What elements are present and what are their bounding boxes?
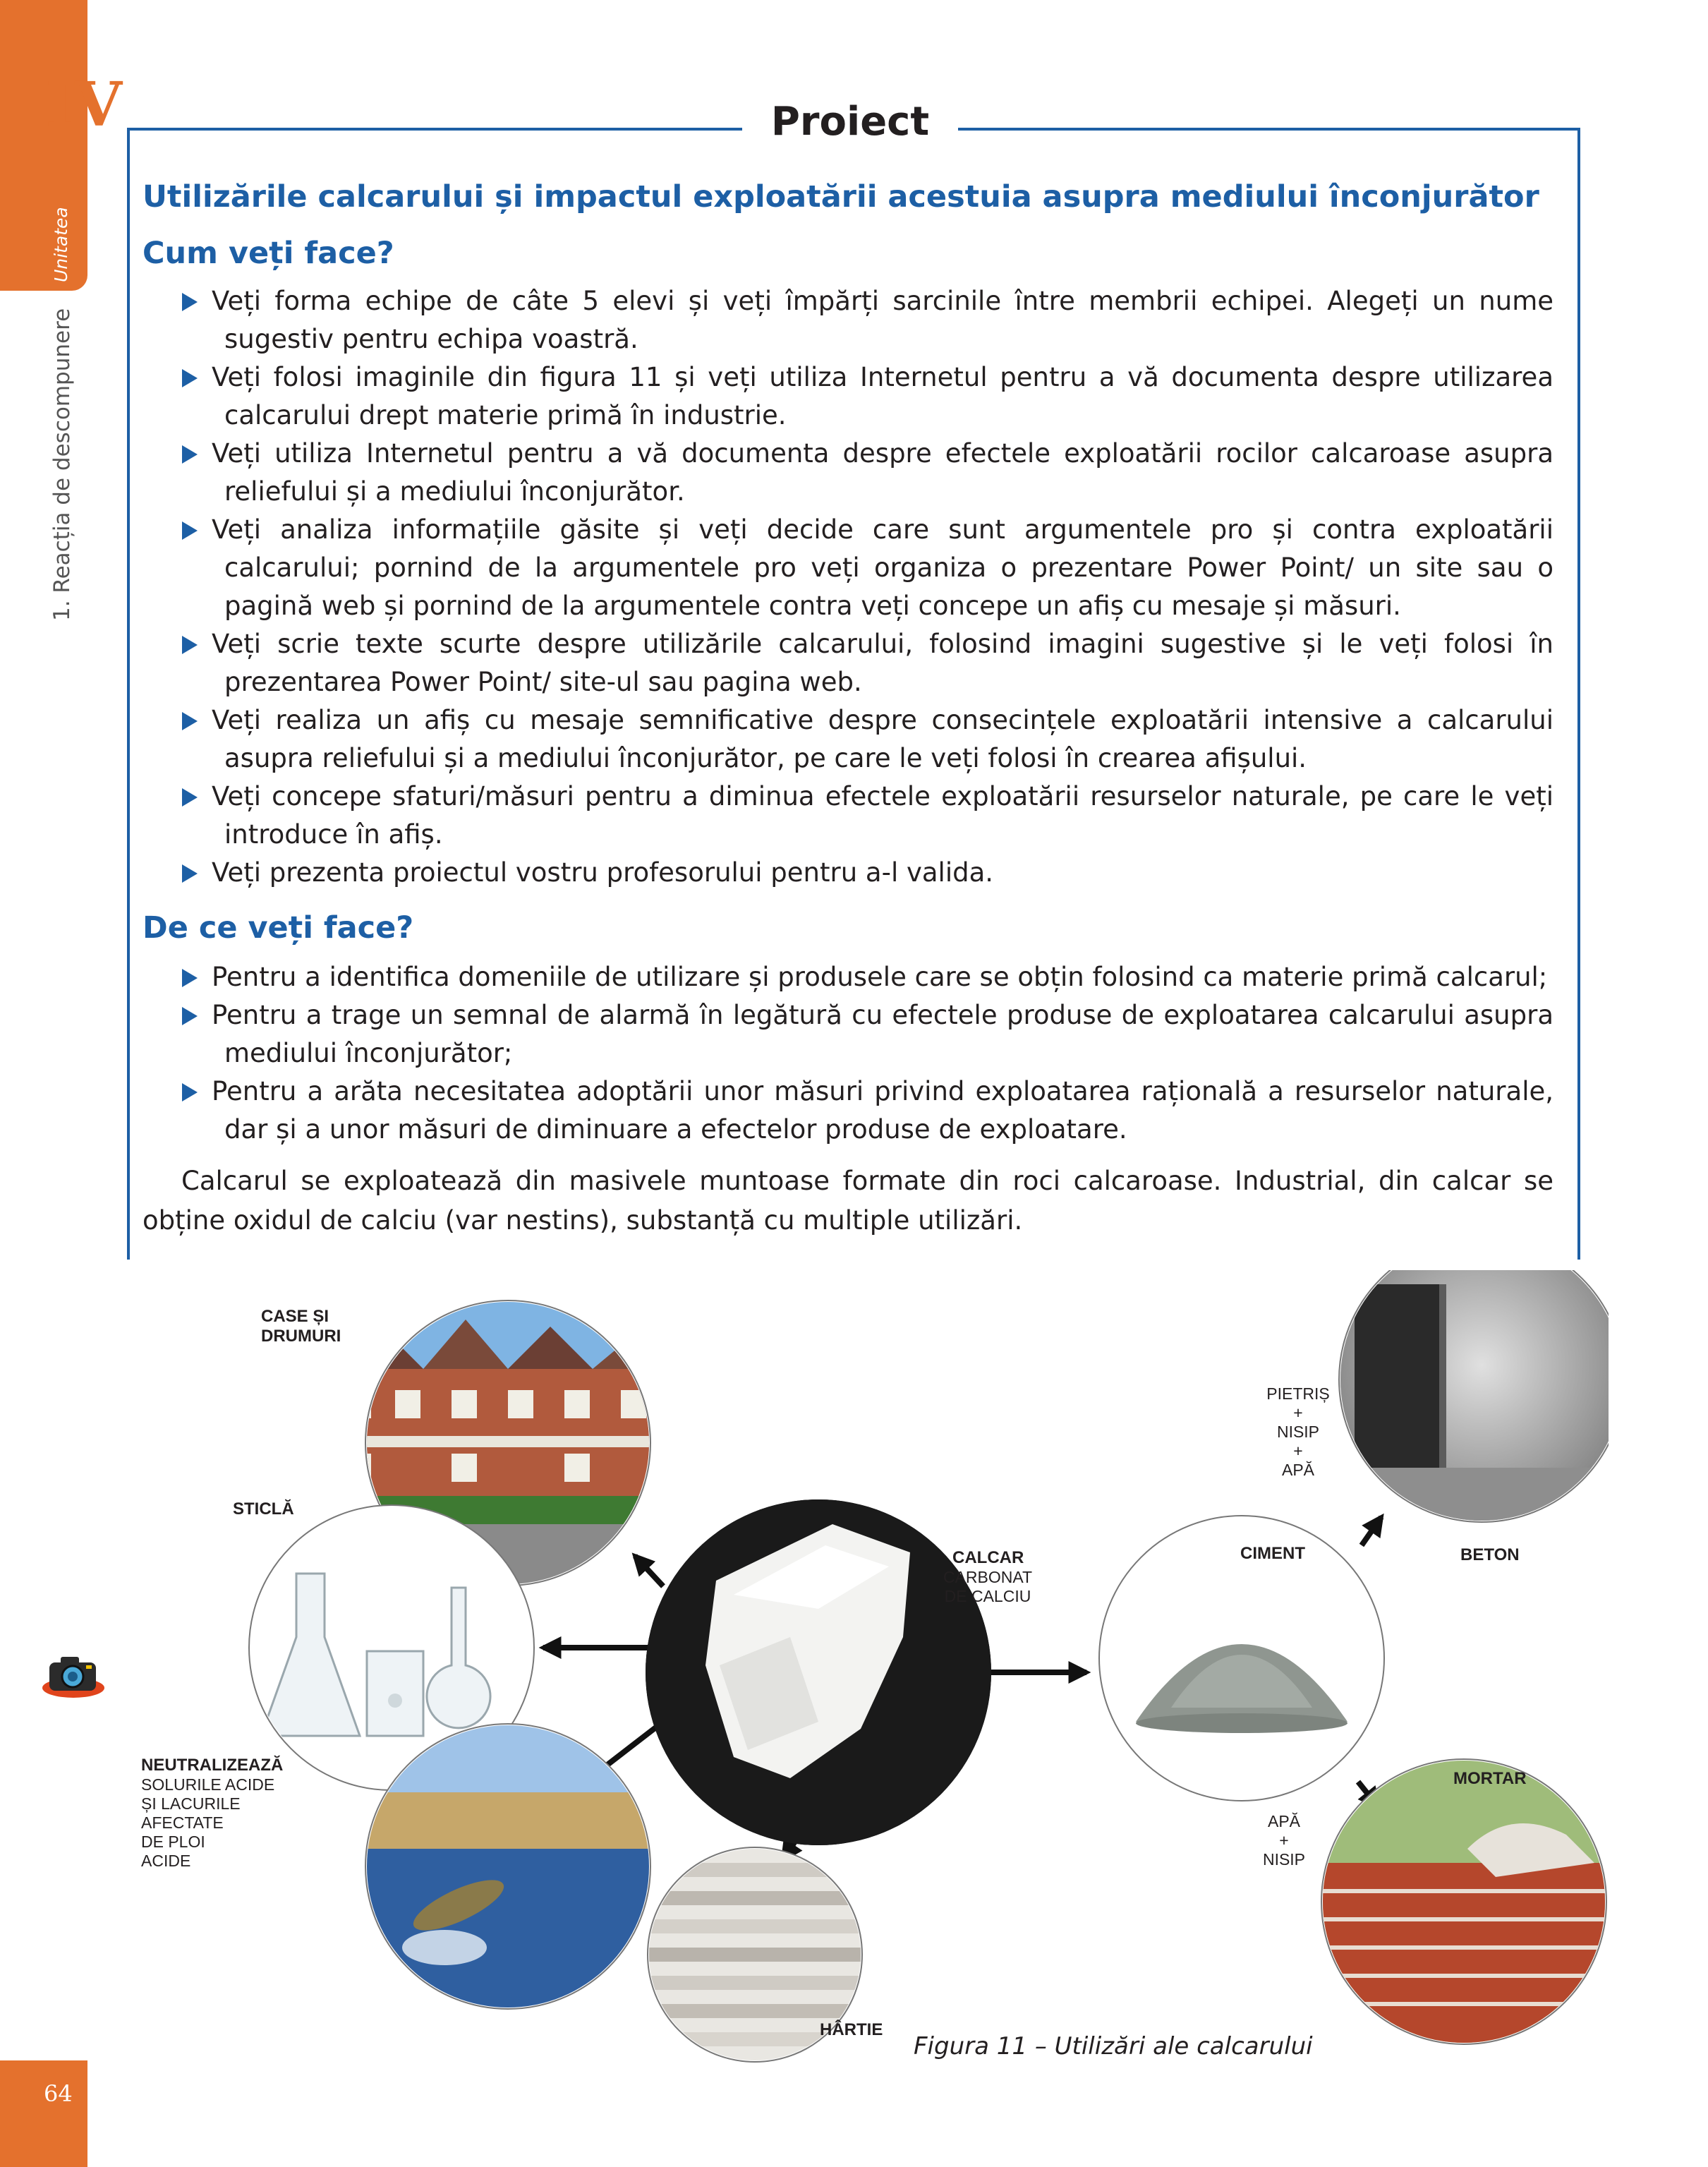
label-sticla: STICLĂ [233, 1499, 294, 1519]
bullet-arrow-icon [182, 788, 198, 807]
figure-illustration [113, 1270, 1609, 2068]
bullet-arrow-icon [182, 969, 198, 987]
section-heading-why: De ce veți face? [143, 910, 414, 946]
bullet-arrow-icon [182, 712, 198, 730]
arrow [635, 1556, 663, 1586]
unit-number: IV [45, 69, 123, 140]
section-heading-how: Cum veți face? [143, 236, 394, 271]
list-item: Veți analiza informațiile găsite și veți decide care sunt argumentele pro și contra exploatării calcarului; pornind de la argumentele pro veți organiza o prezentare Power Point/ un site sau o pagină web și pornind de la argumentele contra veți concepe un afiș cu mesaje și măsuri. [182, 511, 1553, 625]
sidebar [0, 0, 123, 2167]
label-mortar: MORTAR [1453, 1769, 1527, 1788]
list-item: Veți folosi imaginile din figura 11 și veți utiliza Internetul pentru a vă documenta despre utilizarea calcarului drept materie primă în industrie. [182, 358, 1553, 435]
label-neutralizeaza-desc: SOLURILE ACIDE ȘI LACURILE AFECTATE DE PLOI ACIDE [141, 1775, 275, 1870]
bullet-arrow-icon [182, 1007, 198, 1025]
bullet-arrow-icon [182, 864, 198, 883]
list-item: Pentru a arăta necesitatea adoptării unor măsuri privind exploatarea rațională a resurselor naturale, dar și a unor măsuri de diminuare a efectelor produse de exploatare. [182, 1073, 1553, 1149]
frame-line [127, 128, 742, 131]
label-apa-nisip: APĂ + NISIP [1262, 1812, 1306, 1869]
label-neutralizeaza: NEUTRALIZEAZĂ [141, 1756, 284, 1775]
label-ciment: CIMENT [1240, 1544, 1305, 1563]
list-item: Veți realiza un afiș cu mesaje semnificative despre consecințele exploatării intensive a calcarului asupra reliefului și a mediului înconjurător, pe care le veți folosi în crearea afișului. [182, 701, 1553, 778]
project-title: Proiect [770, 99, 930, 145]
intro-paragraph: Calcarul se exploatează din masivele muntoase formate din roci calcaroase. Industrial, din calcar se obține oxidul de calciu (var nestins), substanță cu multiple utilizări. [143, 1166, 1553, 1236]
limestone-image [642, 1496, 995, 1849]
figure-calcar-uses [113, 1270, 1609, 2068]
bullet-arrow-icon [182, 636, 198, 654]
list-item: Pentru a trage un semnal de alarmă în legătură cu efectele produse de exploatarea calcarului asupra mediului înconjurător; [182, 996, 1553, 1073]
frame-line [958, 128, 1580, 131]
page-title: Utilizările calcarului și impactul exploatării acestuia asupra mediului înconjurător [143, 179, 1539, 215]
camera-icon [40, 1643, 107, 1701]
label-hartie: HÂRTIE [820, 2020, 883, 2039]
concrete-image [1339, 1270, 1609, 1524]
brick-wall-image [1319, 1757, 1609, 2046]
list-item: Veți prezenta proiectul vostru profesorului pentru a-l valida. [182, 854, 1553, 892]
chapter-label: 1. Reacția de descompunere [49, 308, 75, 621]
label-calcar: CALCAR [952, 1548, 1024, 1567]
bullet-arrow-icon [182, 369, 198, 387]
bullet-arrow-icon [182, 521, 198, 540]
frame-line [1577, 128, 1580, 1260]
list-item: Veți concepe sfaturi/măsuri pentru a diminua efectele exploatării resurselor naturale, pe care le veți introduce în afiș. [182, 778, 1553, 854]
list-item: Veți forma echipe de câte 5 elevi și veți împărți sarcinile între membrii echipei. Alegeți un nume sugestiv pentru echipa voastră. [182, 282, 1553, 358]
unit-label: Unitatea [51, 207, 71, 282]
list-item: Veți scrie texte scurte despre utilizările calcarului, folosind imagini sugestive și le veți folosi în prezentarea Power Point/ site-ul sau pagina web. [182, 625, 1553, 701]
how-list [182, 282, 1553, 892]
list-item: Veți utiliza Internetul pentru a vă documenta despre efectele exploatării rocilor calcaroase asupra reliefului și a mediului înconjurător. [182, 435, 1553, 511]
label-calcar-desc: CARBONAT DE CALCIU [943, 1568, 1033, 1605]
arrow [1362, 1517, 1381, 1545]
figure-caption: Figura 11 – Utilizări ale calcarului [914, 2032, 1313, 2060]
label-case: CASE ȘI DRUMURI [261, 1307, 341, 1346]
label-beton: BETON [1460, 1545, 1520, 1564]
unit-tab [0, 0, 87, 291]
page-number: 64 [44, 2080, 73, 2107]
bullet-arrow-icon [182, 1083, 198, 1101]
page-number-tab [0, 2060, 87, 2167]
why-list [182, 958, 1553, 1149]
label-pietris-nisip-apa: PIETRIȘ + NISIP + APĂ [1266, 1384, 1330, 1479]
list-item: Pentru a identifica domeniile de utilizare și produsele care se obțin folosind ca materie primă calcarul; [182, 958, 1553, 996]
bullet-arrow-icon [182, 293, 198, 311]
bullet-arrow-icon [182, 445, 198, 464]
frame-line [127, 128, 130, 1260]
